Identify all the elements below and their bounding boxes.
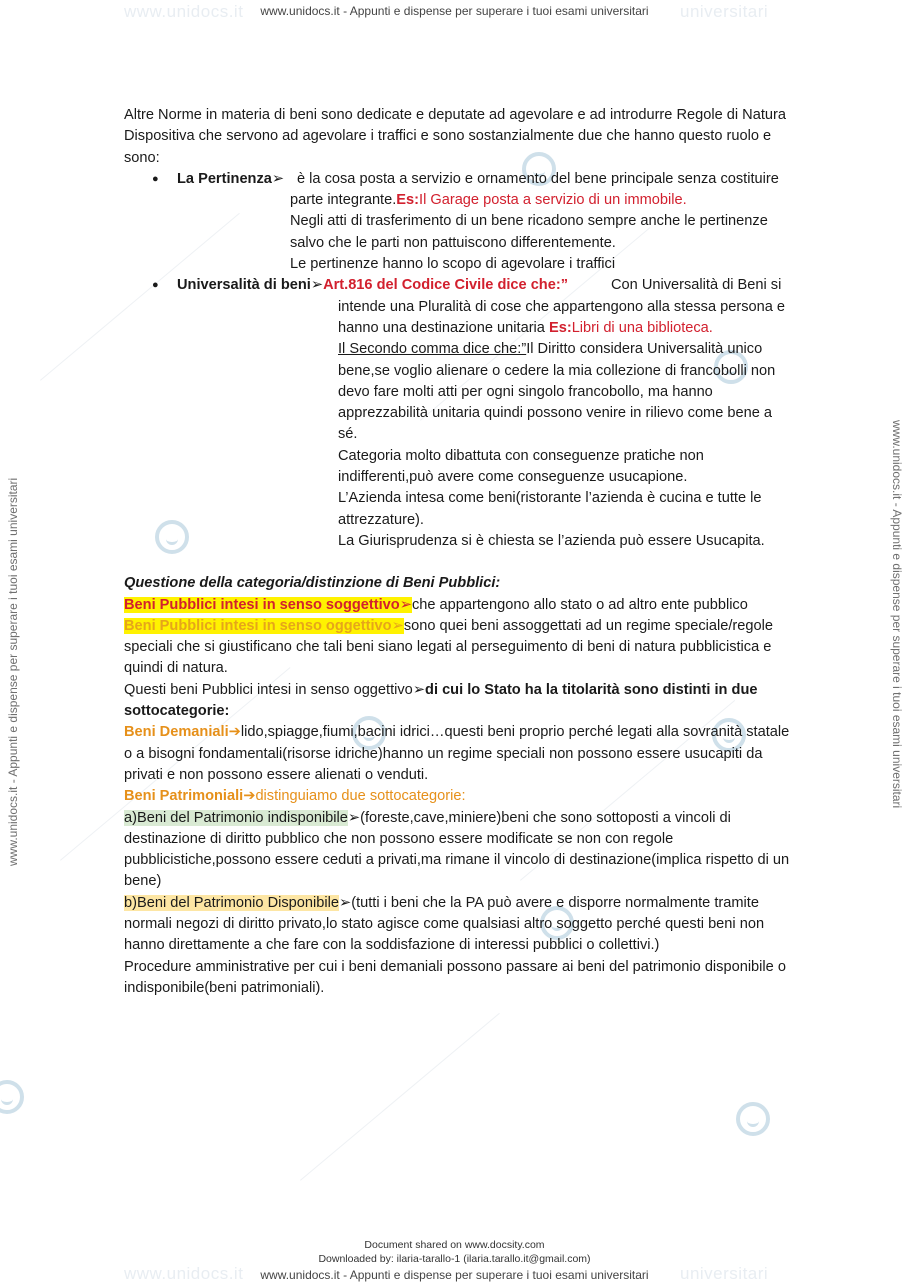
- bullet-body: Il Secondo comma dice che:”Il Diritto considera Universalità unico bene,se voglio alienare o cedere la mia collezione di francobolli non devo fare molti atti per ogni singolo francobollo, ma hanno apprezzabilità unitaria quindi possono venire in rilievo come bene a sé. Categoria molto dibattuta con conseguenze pratiche non indifferenti,può avere come conseguenze usucapione. L’Azienda intesa come beni(ristorante l’azienda è cucina e tutte le attrezzature). La Giurisprudenza si è chiesta se l’azienda può essere Usucapita.: [338, 341, 776, 549]
- article-ref: Art.816 del Codice Civile dice che:”: [323, 277, 568, 294]
- watermark-side-right: www.unidocs.it - Appunti e dispense per superare i tuoi esami universitari: [890, 420, 904, 809]
- highlight-soggettivo: Beni Pubblici intesi in senso soggettivo➢: [124, 596, 412, 613]
- docsity-footer: [0, 1238, 909, 1266]
- bullet-universalita: [152, 275, 794, 552]
- paragraph-demaniali: Beni Demaniali➔lido,spiagge,fiumi,bacini idrici…questi beni proprio perché legati alla sovranità statale o a bisogni fondamentali(risorse idriche)hanno un regime speciali non possono essere usucapiti da privati e non possono essere alienati o venduti.: [124, 724, 790, 783]
- watermark-ghost-right: universitari: [680, 1264, 769, 1283]
- label-patrimoniali: Beni Patrimoniali➔: [124, 788, 256, 805]
- es-text: Il Garage posta a servizio di un immobile.: [419, 192, 687, 209]
- highlight-oggettivo: Beni Pubblici intesi in senso oggettivo➢: [124, 617, 404, 634]
- section-title: Questione della categoria/distinzione di Beni Pubblici:: [124, 575, 501, 592]
- paragraph-sottocategorie: Questi beni Pubblici intesi in senso oggettivo➢di cui lo Stato ha la titolarità sono distinti in due sottocategorie:: [124, 681, 758, 720]
- arrow-icon: ➢: [271, 170, 285, 187]
- es-label: Es:: [548, 319, 572, 336]
- paragraph-disponibile: b)Beni del Patrimonio Disponibile➢(tutti i beni che la PA può avere e disporre normalmente tramite normali negozi di diritto privato,lo stato agisce come qualsiasi altro soggetto perché questi beni non hanno direttamente a che fare con la soddisfazione di interessi pubblici o collettivi.): [124, 894, 765, 954]
- bullet-heading: La Pertinenza: [177, 170, 272, 187]
- watermark-ghost-left: www.unidocs.it: [124, 1264, 244, 1283]
- bullet-heading: Universalità di beni: [177, 277, 311, 294]
- watermark-bottom: www.unidocs.it - Appunti e dispense per superare i tuoi esami universitari: [260, 1268, 649, 1282]
- watermark-ghost-left: www.unidocs.it: [124, 2, 244, 21]
- arrow-icon: ➢: [347, 809, 361, 826]
- label-demaniali: Beni Demaniali➔: [124, 724, 241, 741]
- bullet-body: è la cosa posta a servizio e ornamento del bene principale senza costituire parte integrante.Es:Il Garage posta a servizio di un immobile.: [290, 170, 779, 209]
- comma-label: Il Secondo comma dice che:”: [338, 341, 527, 358]
- arrow-icon: ➢: [338, 894, 352, 911]
- es-text: Libri di una biblioteca.: [571, 319, 713, 336]
- bullet-pertinenza: [152, 169, 794, 275]
- watermark-line: [300, 1013, 500, 1181]
- paragraph-patrimoniali: Beni Patrimoniali➔distinguiamo due sottocategorie:: [124, 788, 466, 805]
- arrow-icon: ➢: [412, 681, 426, 698]
- paragraph-soggettivo: Beni Pubblici intesi in senso soggettivo➢che appartengono allo stato o ad altro ente pubblico: [124, 596, 748, 613]
- bullet-body: Negli atti di trasferimento di un bene ricadono sempre anche le pertinenze salvo che le parti non pattuiscono differentemente. Le pertinenze hanno lo scopo di agevolare i traffici: [290, 213, 768, 273]
- paragraph-closing: Procedure amministrative per cui i beni demaniali possono passare ai beni del patrimonio disponibile o indisponibile(beni patrimoniali).: [124, 958, 786, 996]
- bullet-body: Con Universalità di Beni si intende una Pluralità di cose che appartengono alla stessa persona e hanno una destinazione unitaria Es:Libri di una biblioteca.: [338, 277, 786, 336]
- footer-downloaded: Downloaded by: ilaria-tarallo-1 (ilaria.tarallo.it@gmail.com): [318, 1253, 591, 1265]
- paragraph-indisponibile: a)Beni del Patrimonio indisponibile➢(foreste,cave,miniere)beni che sono sottoposti a vincoli di destinazione di diritto pubblico che non possono essere modificate se non con regole pubblicistiche,possono essere ceduti a privati,ma rimane il vincolo di destinazione(implica rispetto di un bene): [124, 809, 790, 890]
- intro-paragraph: Altre Norme in materia di beni sono dedicate e deputate ad agevolare e ad introdurre Regole di Natura Dispositiva che servono ad agevolare i traffici e sono sostanzialmente due che hanno questo ruolo e sono:: [124, 107, 786, 166]
- footer-shared: Document shared on www.docsity.com: [364, 1239, 545, 1251]
- unidocs-logo-icon: [736, 1102, 770, 1136]
- unidocs-logo-icon: [0, 1080, 24, 1114]
- document-body: [124, 105, 794, 999]
- watermark-top: www.unidocs.it - Appunti e dispense per superare i tuoi esami universitari: [260, 4, 649, 18]
- arrow-icon: ➢: [310, 277, 324, 294]
- es-label: Es:: [396, 192, 420, 209]
- paragraph-oggettivo: Beni Pubblici intesi in senso oggettivo➢sono quei beni assoggettati ad un regime speciale/regole speciali che si giustificano che tali beni siano legati al perseguimento di beni di natura pubblicistica e quindi di natura.: [124, 617, 773, 677]
- highlight-indisponibile: a)Beni del Patrimonio indisponibile: [124, 809, 348, 826]
- watermark-side-left: www.unidocs.it - Appunti e dispense per superare i tuoi esami universitari: [6, 477, 20, 866]
- bullet-dot-icon: ●: [152, 172, 159, 185]
- highlight-disponibile: b)Beni del Patrimonio Disponibile: [124, 894, 339, 911]
- bullet-dot-icon: ●: [152, 279, 159, 292]
- watermark-ghost-right: universitari: [680, 2, 769, 21]
